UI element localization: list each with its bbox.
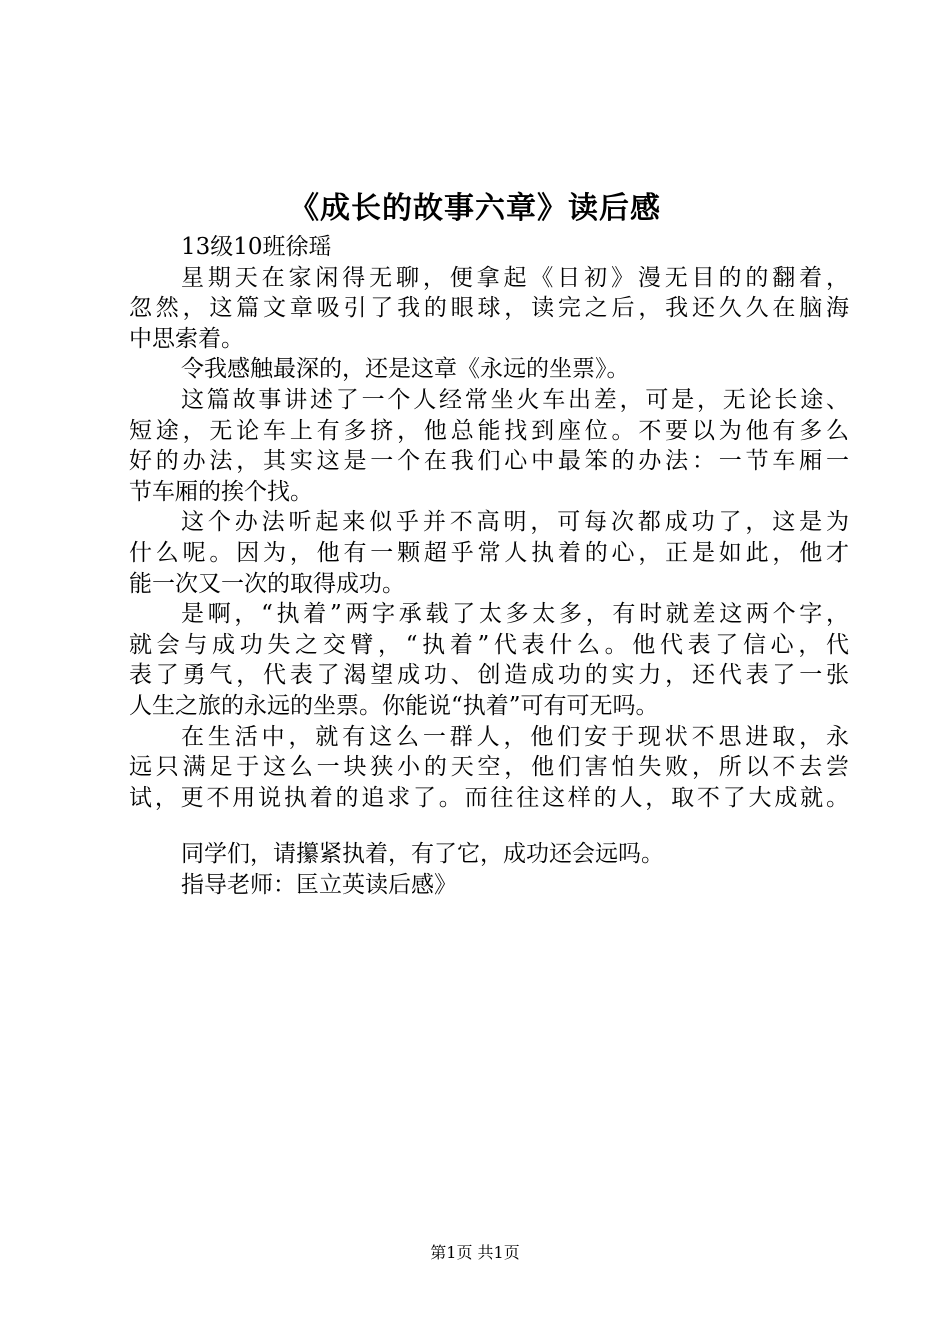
paragraph-line: 这个办法听起来似乎并不高明，可每次都成功了，这是为 [181, 509, 849, 536]
paragraph-line: 这篇故事讲述了一个人经常坐火车出差，可是，无论长途、 [181, 386, 849, 413]
document-title: 《成长的故事六章》读后感 [289, 191, 661, 226]
paragraph-line: 能一次又一次的取得成功。 [129, 570, 405, 597]
paragraph-line: 节车厢的挨个找。 [129, 478, 313, 505]
paragraph-line: 远只满足于这么一块狭小的天空，他们害怕失败，所以不去尝 [129, 754, 849, 781]
paragraph-line: 表了勇气，代表了渴望成功、创造成功的实力，还代表了一张 [129, 662, 849, 689]
teacher-line: 指导老师：匡立英读后感》 [181, 871, 457, 898]
paragraph-line: 在生活中，就有这么一群人，他们安于现状不思进取，永 [181, 723, 849, 750]
paragraph-line: 就会与成功失之交臂，“执着”代表什么。他代表了信心，代 [129, 631, 849, 658]
paragraph-line: 令我感触最深的，还是这章《永远的坐票》。 [181, 356, 630, 383]
author-line: 13级10班徐瑶 [181, 234, 332, 260]
paragraph-gap [129, 813, 849, 839]
paragraph-line: 星期天在家闲得无聊，便拿起《日初》漫无目的的翻着， [181, 264, 849, 291]
paragraph-line: 什么呢。因为，他有一颗超乎常人执着的心，正是如此，他才 [129, 539, 849, 566]
paragraph-line: 短途，无论车上有多挤，他总能找到座位。不要以为他有多么 [129, 417, 849, 444]
paragraph-line: 中思索着。 [129, 325, 244, 352]
paragraph-line: 人生之旅的永远的坐票。你能说“执着”可有可无吗。 [129, 692, 659, 719]
paragraph-line: 好的办法，其实这是一个在我们心中最笨的办法：一节车厢一 [129, 448, 849, 475]
paragraph-line: 同学们，请攥紧执着，有了它，成功还会远吗。 [181, 841, 664, 868]
paragraph-line: 试，更不用说执着的追求了。而往往这样的人，取不了大成就。 [129, 784, 849, 811]
paragraph-line: 忽然，这篇文章吸引了我的眼球，读完之后，我还久久在脑海 [129, 295, 849, 322]
page-number-footer: 第1页 共1页 [430, 1243, 520, 1262]
document-body [129, 232, 849, 900]
paragraph-line: 是啊，“执着”两字承载了太多太多，有时就差这两个字， [181, 601, 849, 628]
